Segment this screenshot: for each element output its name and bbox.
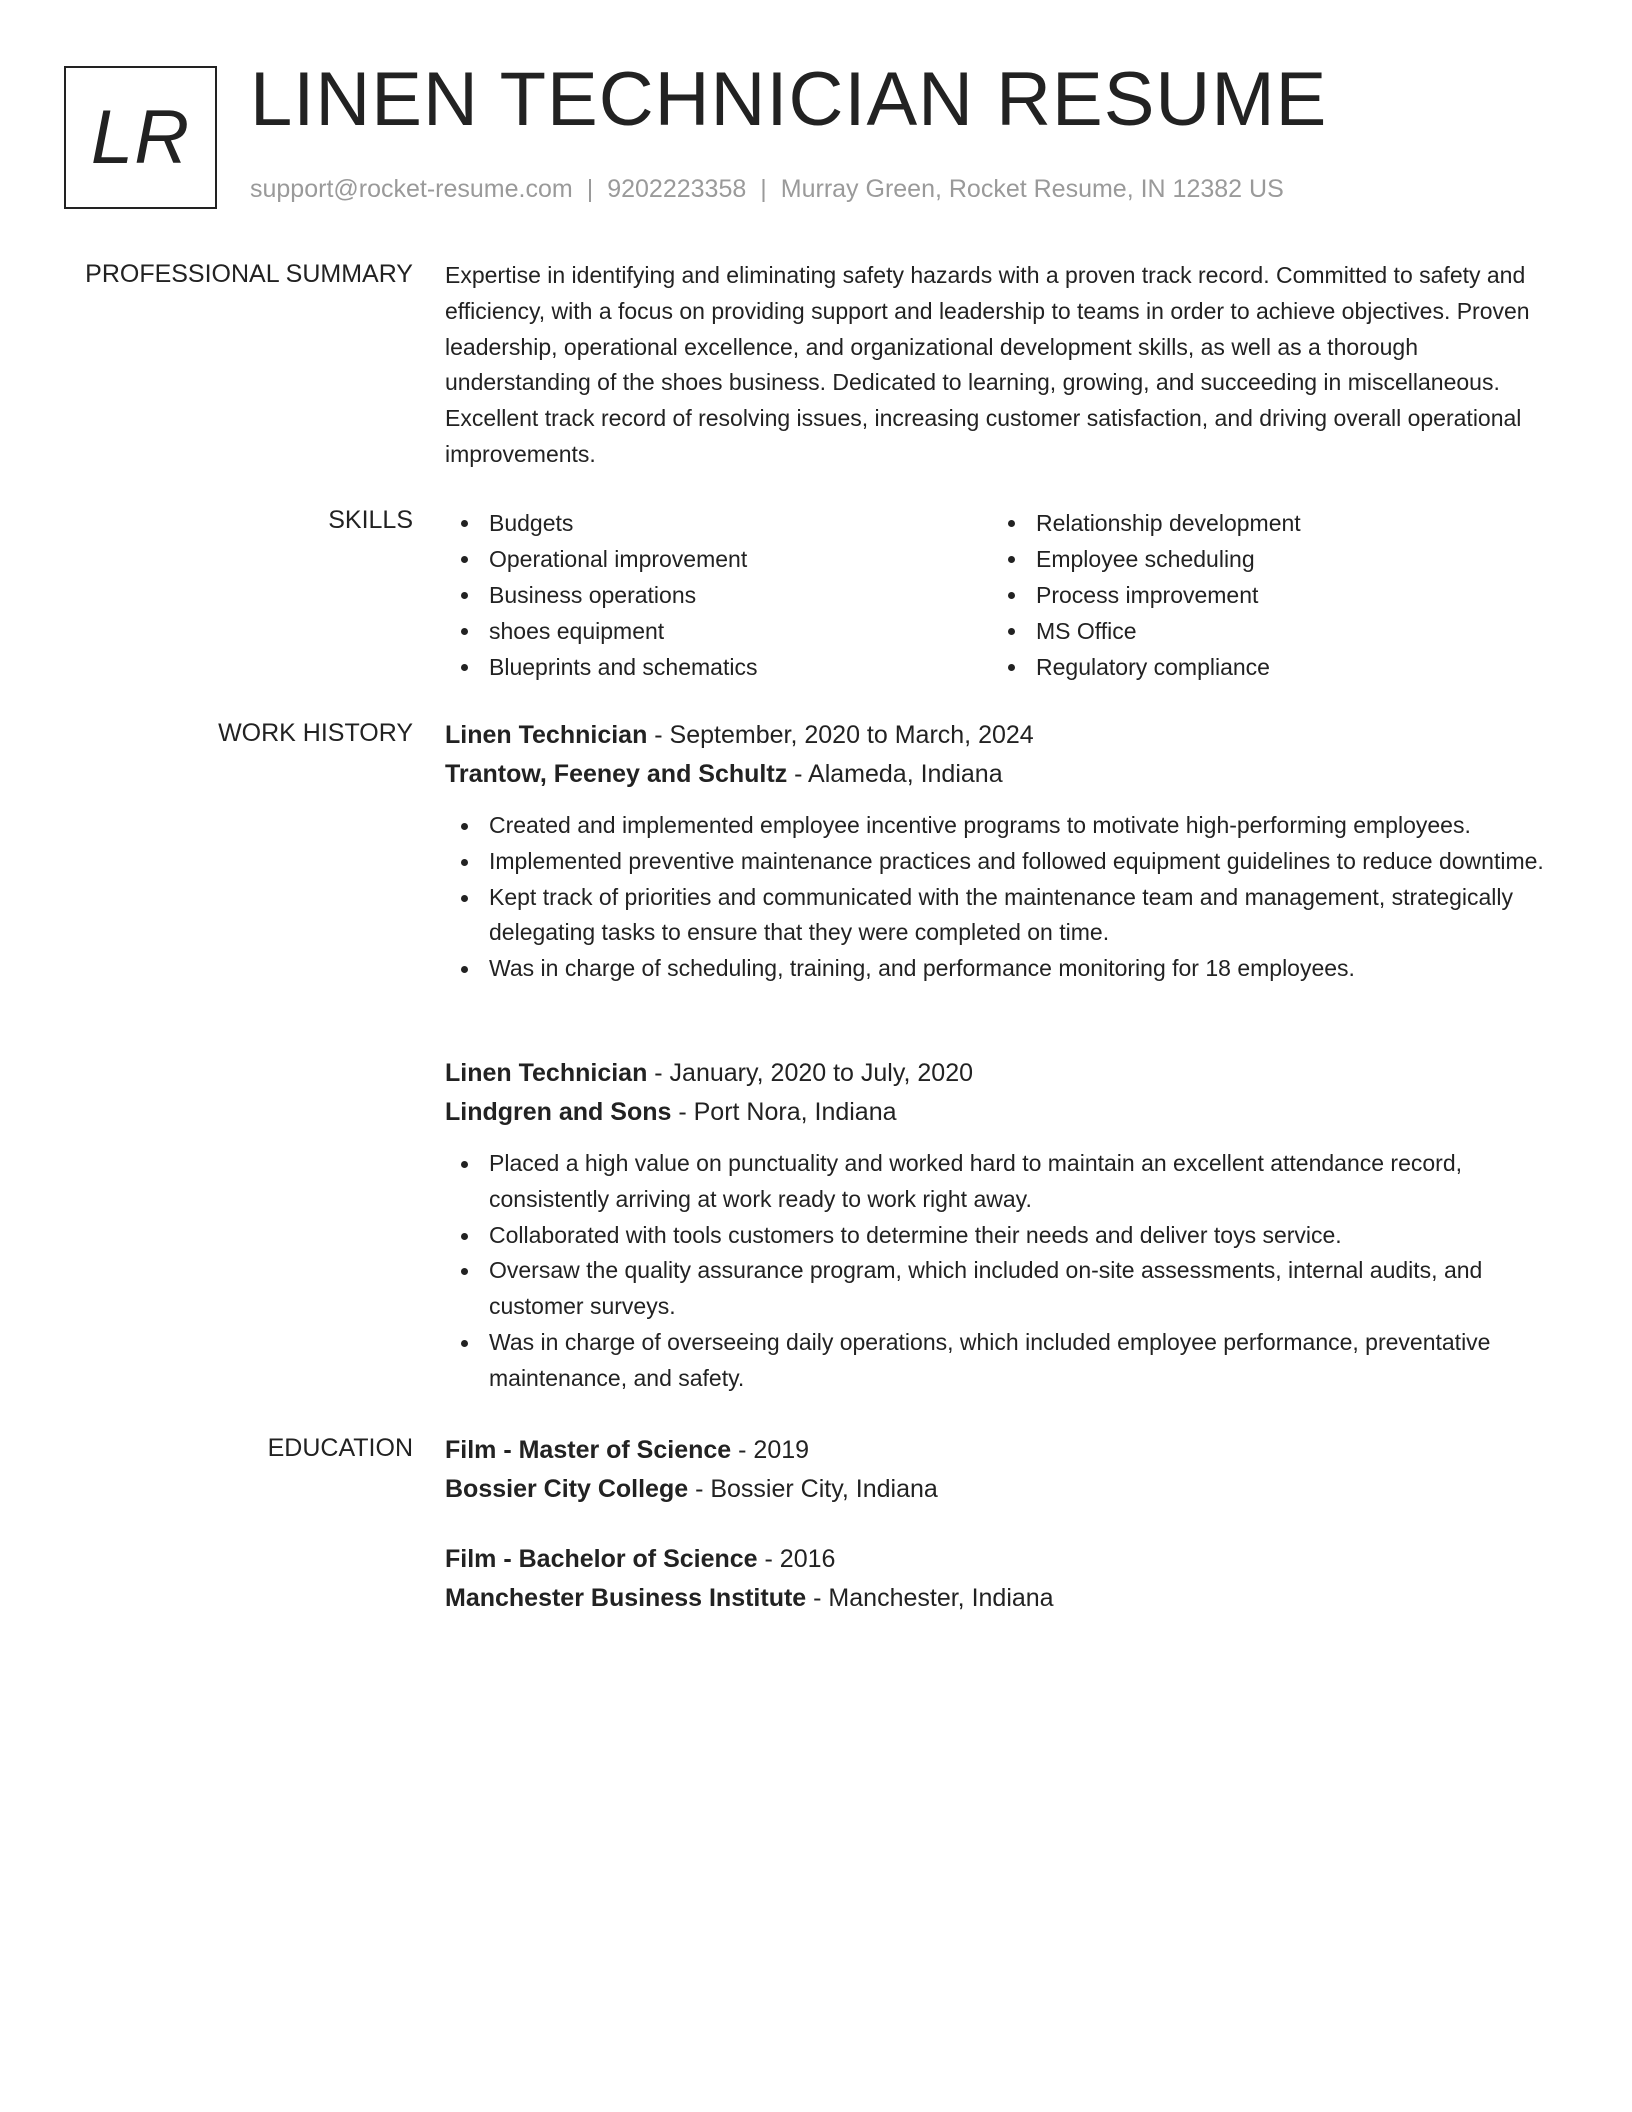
summary-text: Expertise in identifying and eliminating safety hazards with a proven track record. Committed to safety and efficiency, with a focus on providing support and leadership to teams in order to achieve objectives. Proven leadership, operational excellence, and organizational development skills, as well as a thorough understanding of the shoes business. Dedicated to learning, growing, and succeeding in miscellaneous. Excellent track record of resolving issues, increasing customer satisfaction, and driving overall operational improvements. xyxy=(445,262,1530,467)
contact-separator: | xyxy=(760,175,767,203)
job-location: - Alameda, Indiana xyxy=(787,760,1003,788)
skill-item: Relationship development xyxy=(992,505,1539,541)
monogram-logo xyxy=(64,66,217,209)
contact-separator: | xyxy=(586,175,594,203)
job-duty-item: Was in charge of scheduling, training, and performance monitoring for 18 employees. xyxy=(445,951,1560,987)
skill-item: Budgets xyxy=(445,505,992,541)
job-location: - Port Nora, Indiana xyxy=(671,1098,897,1126)
job-entry xyxy=(445,716,1560,987)
job-duty-item: Was in charge of overseeing daily operations, which included employee performance, preventative maintenance, and safety. xyxy=(445,1325,1560,1397)
education-school-line xyxy=(445,1470,1560,1509)
job-duty-item: Oversaw the quality assurance program, which included on-site assessments, internal audits, and customer surveys. xyxy=(445,1253,1560,1325)
skills-list xyxy=(445,505,1560,685)
education-degree: Film - Bachelor of Science xyxy=(445,1545,758,1573)
skill-item: Operational improvement xyxy=(445,541,992,577)
job-duty-item: Placed a high value on punctuality and worked hard to maintain an excellent attendance record, consistently arriving at work ready to work right away. xyxy=(445,1146,1560,1218)
job-title-line xyxy=(445,716,1560,755)
education-school-line xyxy=(445,1579,1560,1618)
education-entry xyxy=(445,1431,1560,1509)
skill-item: MS Office xyxy=(992,613,1539,649)
skill-item: shoes equipment xyxy=(445,613,992,649)
job-company-line xyxy=(445,1093,1560,1132)
skills-column-left xyxy=(445,505,992,685)
skill-item: Business operations xyxy=(445,577,992,613)
job-company-line xyxy=(445,755,1560,794)
resume-title: LINEN TECHNICIAN RESUME xyxy=(250,57,1328,142)
job-title: Linen Technician xyxy=(445,721,648,749)
summary-heading: PROFESSIONAL SUMMARY xyxy=(85,260,413,288)
education-school: Bossier City College xyxy=(445,1475,689,1503)
education-degree-line xyxy=(445,1431,1560,1470)
skills-column-right xyxy=(992,505,1539,685)
job-dates: - September, 2020 to March, 2024 xyxy=(647,721,1034,749)
contact-address: Murray Green, Rocket Resume, IN 12382 US xyxy=(780,175,1284,203)
job-company: Trantow, Feeney and Schultz xyxy=(445,760,788,788)
education-degree-line xyxy=(445,1540,1560,1579)
job-duties xyxy=(445,808,1560,987)
skills-heading: SKILLS xyxy=(328,506,413,534)
contact-email[interactable]: support@rocket-resume.com xyxy=(250,175,573,203)
job-title-line xyxy=(445,1054,1560,1093)
job-dates: - January, 2020 to July, 2020 xyxy=(647,1059,974,1087)
job-duties xyxy=(445,1146,1560,1397)
education-school: Manchester Business Institute xyxy=(445,1584,807,1612)
job-duty-item: Created and implemented employee incentive programs to motivate high-performing employees. xyxy=(445,808,1560,844)
education-degree: Film - Master of Science xyxy=(445,1436,732,1464)
job-entry xyxy=(445,1054,1560,1397)
education-year: - 2019 xyxy=(731,1436,810,1464)
work-history-heading: WORK HISTORY xyxy=(218,719,413,747)
education-entry xyxy=(445,1540,1560,1618)
job-duty-item: Collaborated with tools customers to determine their needs and deliver toys service. xyxy=(445,1218,1560,1254)
skill-item: Employee scheduling xyxy=(992,541,1539,577)
skill-item: Process improvement xyxy=(992,577,1539,613)
contact-phone[interactable]: 9202223358 xyxy=(607,175,747,203)
job-company: Lindgren and Sons xyxy=(445,1098,672,1126)
contact-line xyxy=(250,174,1284,204)
job-title: Linen Technician xyxy=(445,1059,648,1087)
job-duty-item: Kept track of priorities and communicated with the maintenance team and management, strategically delegating tasks to ensure that they were completed on time. xyxy=(445,880,1560,952)
skill-item: Regulatory compliance xyxy=(992,649,1539,685)
job-duty-item: Implemented preventive maintenance practices and followed equipment guidelines to reduce downtime. xyxy=(445,844,1560,880)
education-location: - Bossier City, Indiana xyxy=(688,1475,938,1503)
education-location: - Manchester, Indiana xyxy=(806,1584,1054,1612)
education-year: - 2016 xyxy=(757,1545,836,1573)
education-heading: EDUCATION xyxy=(267,1434,413,1462)
skill-item: Blueprints and schematics xyxy=(445,649,992,685)
monogram-text: LR xyxy=(90,94,191,180)
